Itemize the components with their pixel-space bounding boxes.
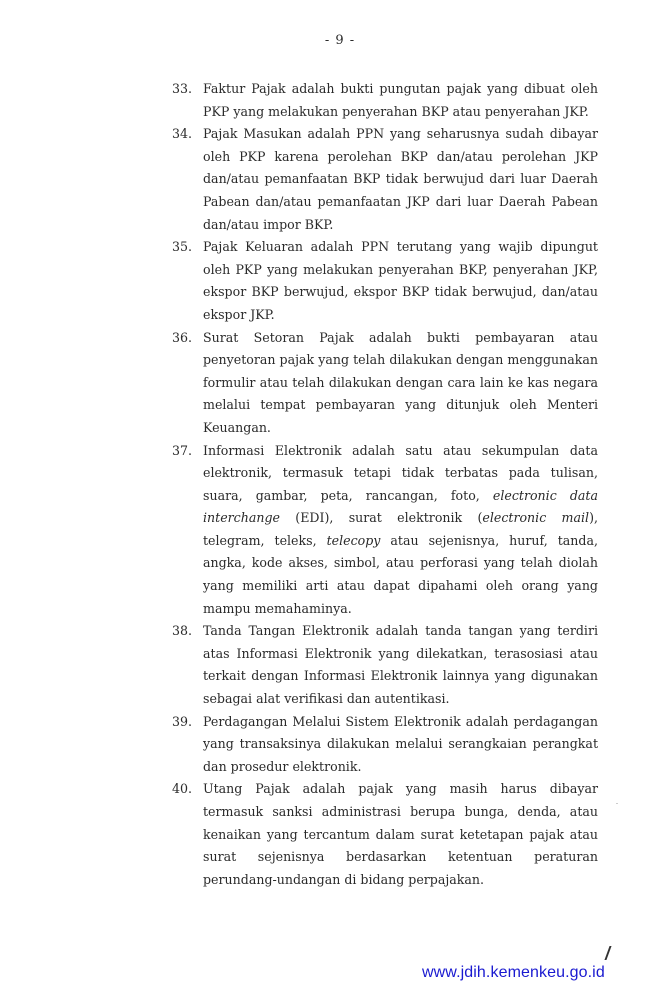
website-link[interactable]: www.jdih.kemenkeu.go.id (422, 964, 605, 981)
definition-text (203, 440, 598, 621)
definition-text (203, 78, 598, 123)
definition-item (172, 778, 598, 891)
scan-speck (616, 803, 618, 804)
definition-number: 33. (172, 81, 193, 96)
definition-item (172, 711, 598, 779)
page-number: - 9 - (324, 33, 356, 48)
text-segment: Faktur Pajak adalah bukti pungutan pajak yang dibuat oleh PKP yang melakukan penyerahan BKP atau penyerahan JKP. (203, 81, 598, 119)
definition-item (172, 440, 598, 621)
definition-number: 38. (172, 623, 193, 639)
definition-text (203, 123, 598, 236)
text-segment: atau sejenisnya, huruf, tanda, angka, kode akses, simbol, atau perforasi yang telah diolah yang memiliki arti atau dapat dipahami oleh orang yang mampu memahaminya. (203, 532, 598, 616)
definitions-list (172, 78, 598, 891)
definition-number: 35. (172, 239, 193, 255)
text-segment: Informasi Elektronik adalah satu atau sekumpulan data elektronik, termasuk tetapi tidak terbatas pada tulisan, suara, gambar, peta, rancangan, foto, (203, 442, 598, 503)
definition-number: 39. (172, 713, 193, 729)
text-segment: Perdagangan Melalui Sistem Elektronik adalah perdagangan yang transaksinya dilakukan melalui serangkaian perangkat dan prosedur elektronik. (203, 713, 598, 774)
definition-item (172, 123, 598, 236)
definition-item (172, 78, 598, 123)
definition-text (203, 236, 598, 326)
italic-term: telecopy (326, 532, 381, 548)
definition-item (172, 327, 598, 440)
italic-term: electronic mail (482, 510, 590, 526)
definition-number: 36. (172, 329, 193, 345)
text-segment: Pajak Keluaran adalah PPN terutang yang wajib dipungut oleh PKP yang melakukan penyerahan BKP, penyerahan JKP, ekspor BKP berwujud, ekspor BKP tidak berwujud, dan/atau ekspor JKP. (203, 239, 598, 322)
definition-number: 34. (172, 126, 193, 142)
definition-text (203, 620, 598, 710)
text-segment: Pajak Masukan adalah PPN yang seharusnya sudah dibayar oleh PKP karena perolehan BKP dan/atau perolehan JKP dan/atau pemanfaatan BKP tidak berwujud dari luar Daerah Pabean dan/atau pemanfaatan JKP dari luar Daerah Pabean dan/atau impor BKP. (203, 126, 598, 232)
definition-number: 37. (172, 442, 193, 458)
definition-item (172, 620, 598, 710)
text-segment: (EDI), surat elektronik ( (279, 510, 483, 526)
initial-mark (604, 946, 611, 960)
italic-term: electronic data interchange (203, 487, 599, 526)
text-segment: Surat Setoran Pajak adalah bukti pembayaran atau penyetoran pajak yang telah dilakukan dengan menggunakan formulir atau telah dilakukan dengan cara lain ke kas negara melalui tempat pembayaran yang ditunjuk oleh Menteri Keuangan. (203, 329, 598, 435)
text-segment: Tanda Tangan Elektronik adalah tanda tangan yang terdiri atas Informasi Elektronik yang dilekatkan, terasosiasi atau terkait dengan Informasi Elektronik lainnya yang digunakan sebagai alat verifikasi dan autentikasi. (203, 623, 598, 707)
definition-text (203, 711, 598, 779)
definition-text (203, 327, 598, 440)
definition-item (172, 236, 598, 326)
definition-text (203, 778, 598, 891)
text-segment: Utang Pajak adalah pajak yang masih harus dibayar termasuk sanksi administrasi berupa bunga, denda, atau kenaikan yang tercantum dalam surat ketetapan pajak atau surat sejenisnya berdasarkan ketentuan peraturan perundang-undangan di bidang perpajakan. (203, 781, 598, 887)
definition-number: 40. (172, 781, 193, 797)
text-segment: ), telegram, teleks, (203, 510, 598, 548)
